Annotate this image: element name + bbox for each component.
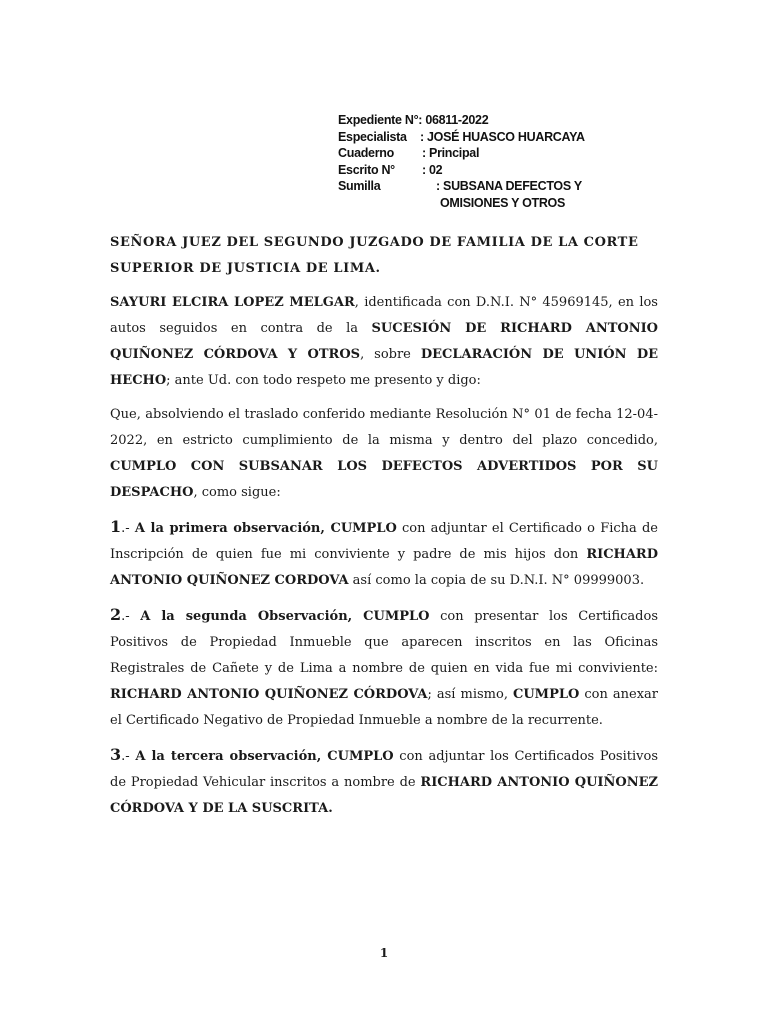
- sumilla-label: Sumilla: [338, 179, 381, 193]
- item-text-2: ; así mismo,: [427, 687, 513, 702]
- item-text-3: con anexar el Certificado Negativo de Propiedad Inmueble a nombre de la recurrente.: [110, 687, 658, 728]
- que-text-2: , como sigue:: [193, 485, 281, 500]
- item-number: 1: [110, 517, 122, 536]
- que-bold: CUMPLO CON SUBSANAR LOS DEFECTOS ADVERTIDOS POR SU DESPACHO: [110, 459, 658, 500]
- escrito-value: : 02: [422, 162, 443, 177]
- petitioner-name: SAYURI ELCIRA LOPEZ MELGAR: [110, 295, 355, 310]
- document-body: [110, 230, 658, 830]
- sumilla-value-continued: OMISIONES Y OTROS: [440, 195, 566, 210]
- item-bold-cumplo: CUMPLO: [513, 687, 580, 702]
- addressee-title: SEÑORA JUEZ DEL SEGUNDO JUZGADO DE FAMILIA DE LA CORTE SUPERIOR DE JUSTICIA DE LIMA.: [110, 235, 639, 276]
- intro-text-2: , sobre: [360, 347, 421, 362]
- item-heading: A la segunda Observación, CUMPLO: [140, 609, 430, 624]
- que-text-1: Que, absolviendo el traslado conferido mediante Resolución N° 01 de fecha 12-04-2022, en estricto cumplimiento de la misma y dentro del plazo concedido,: [110, 407, 658, 448]
- item-heading: A la primera observación, CUMPLO: [134, 521, 397, 536]
- item-bold-name: RICHARD ANTONIO QUIÑONEZ CÓRDOVA Y DE LA SUSCRITA.: [110, 775, 658, 816]
- item-number: 3: [110, 745, 122, 764]
- cuaderno-label: Cuaderno: [338, 146, 394, 160]
- especialista-label: Especialista: [338, 129, 407, 144]
- especialista-row: [338, 129, 618, 146]
- intro-text-3: ; ante Ud. con todo respeto me presento y digo:: [166, 373, 481, 388]
- cuaderno-value: : Principal: [422, 146, 480, 160]
- item-separator: .-: [121, 749, 136, 764]
- intro-text-1: , identificada con D.N.I. N° 45969145, en los autos seguidos en contra de la: [110, 295, 658, 336]
- page-number: 1: [379, 946, 389, 960]
- cuaderno-row: [338, 145, 618, 162]
- item-heading: A la tercera observación, CUMPLO: [135, 749, 394, 764]
- intro-paragraph: [110, 290, 658, 394]
- item-text-1: con presentar los Certificados Positivos de Propiedad Inmueble que aparecen inscritos en las Oficinas Registrales de Cañete y de Lima a nombre de quien en vida fue mi conviviente:: [110, 609, 658, 676]
- item-separator: .-: [121, 521, 135, 536]
- observation-2-paragraph: [110, 602, 658, 734]
- item-text-1: con adjuntar los Certificados Positivos de Propiedad Vehicular inscritos a nombre de: [110, 749, 658, 790]
- item-number: 2: [110, 605, 122, 624]
- item-text-1: con adjuntar el Certificado o Ficha de Inscripción de quien fue mi conviviente y padre de mis hijos don: [110, 521, 658, 562]
- sumilla-row-continued: [338, 195, 618, 212]
- sumilla-value: : SUBSANA DEFECTOS Y: [436, 179, 582, 193]
- case-subject: DECLARACIÓN DE UNIÓN DE HECHO: [110, 347, 659, 388]
- observation-1-paragraph: [110, 514, 658, 594]
- expediente-row: [338, 112, 618, 129]
- escrito-label: Escrito N°: [338, 162, 395, 177]
- case-header: [338, 112, 618, 211]
- item-bold-name: RICHARD ANTONIO QUIÑONEZ CORDOVA: [110, 547, 658, 588]
- especialista-value: : JOSÉ HUASCO HUARCAYA: [420, 129, 585, 144]
- escrito-row: [338, 162, 618, 179]
- que-paragraph: [110, 402, 658, 506]
- item-separator: .-: [121, 609, 141, 624]
- expediente-text: Expediente N°: 06811-2022: [338, 113, 489, 127]
- sumilla-row: [338, 178, 618, 195]
- defendant-name: SUCESIÓN DE RICHARD ANTONIO QUIÑONEZ CÓRDOVA Y OTROS: [110, 321, 658, 362]
- item-bold-name: RICHARD ANTONIO QUIÑONEZ CÓRDOVA: [110, 687, 428, 702]
- item-text-2: así como la copia de su D.N.I. N° 09999003.: [348, 573, 645, 588]
- observation-3-paragraph: [110, 742, 658, 822]
